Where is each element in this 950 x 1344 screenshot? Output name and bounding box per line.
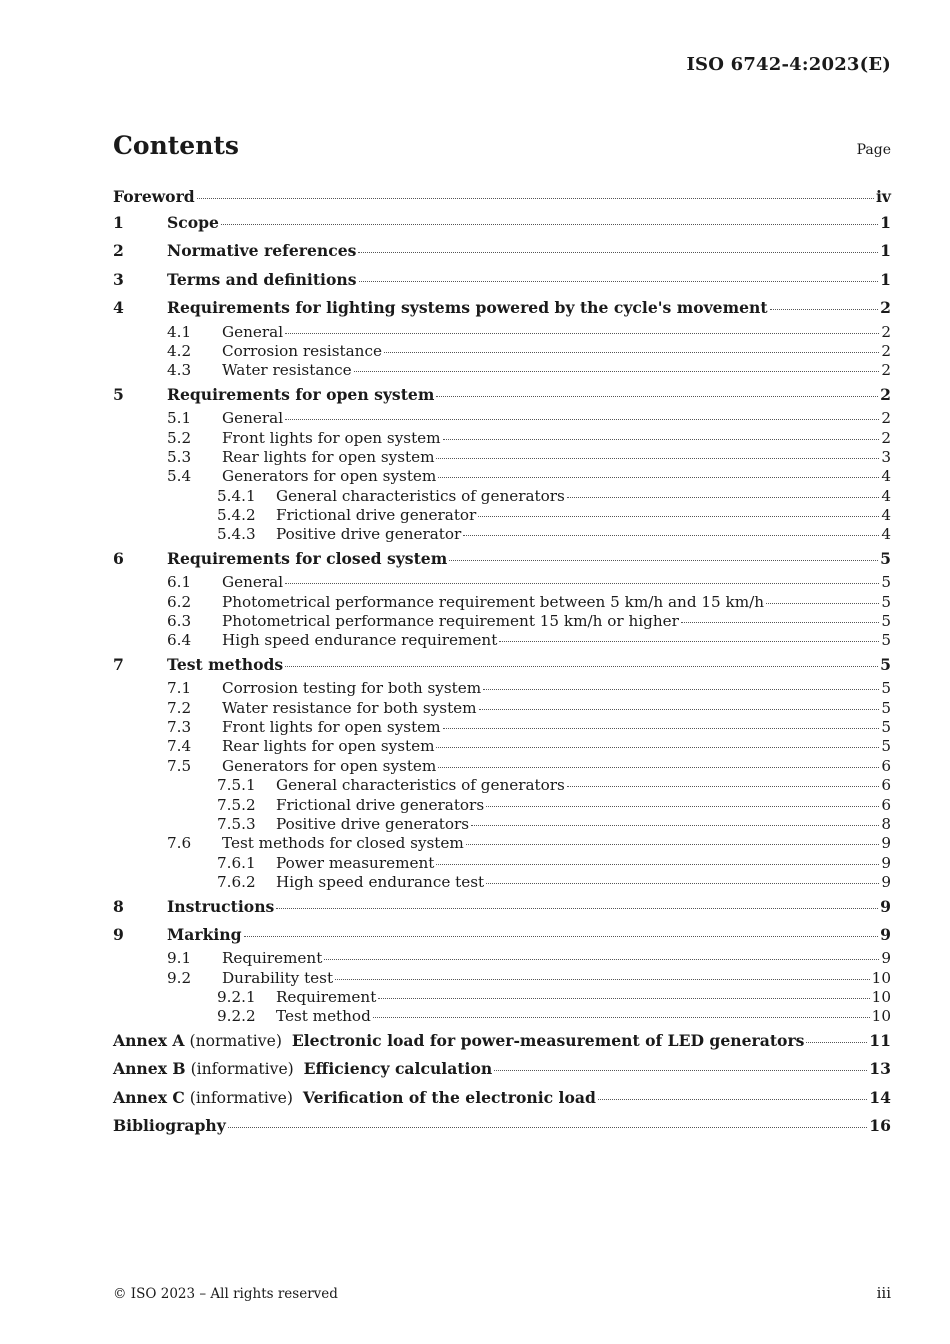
toc-entry-title: Photometrical performance requirement 15 km/h or higher (222, 612, 679, 631)
toc-entry-number: 6.2 (167, 592, 192, 611)
dot-leader (494, 1069, 867, 1071)
toc-entry-title: Positive drive generators (276, 814, 470, 833)
toc-entry[interactable] (113, 237, 891, 265)
toc-entry-page: 5 (881, 698, 891, 717)
toc-entry-page: 13 (869, 1059, 891, 1079)
toc-entry[interactable] (113, 209, 891, 237)
dot-leader (285, 582, 879, 584)
contents-title: Contents (113, 131, 240, 160)
toc-entry-title: General characteristics of generators (276, 486, 565, 505)
toc-entry-title: Front lights for open system (222, 428, 441, 447)
table-of-contents (113, 184, 891, 1140)
toc-entry-page: 5 (880, 654, 891, 674)
dot-leader (436, 863, 879, 865)
dot-leader (443, 438, 880, 440)
toc-entry-title: General (222, 409, 284, 428)
toc-entry[interactable] (113, 776, 891, 795)
toc-entry[interactable] (113, 1112, 891, 1140)
toc-entry[interactable] (113, 679, 891, 698)
toc-entry[interactable] (113, 1084, 891, 1112)
toc-entry[interactable] (113, 448, 891, 467)
toc-entry-page: 5 (881, 717, 891, 736)
page-number: iii (876, 1284, 891, 1302)
toc-entry-page: 2 (881, 428, 891, 447)
dot-leader (354, 370, 880, 372)
toc-entry[interactable] (113, 651, 891, 679)
toc-entry-page: 5 (881, 612, 891, 631)
toc-entry-page: 1 (880, 213, 891, 232)
toc-entry-number: 7.6.1 (217, 853, 256, 872)
toc-entry-title: Requirement (276, 988, 377, 1007)
toc-entry-title: General characteristics of generators (276, 776, 565, 795)
toc-entry-title: Rear lights for open system (222, 447, 435, 466)
toc-entry[interactable] (113, 893, 891, 921)
dot-leader (449, 559, 878, 561)
dot-leader (335, 978, 870, 980)
annex-title: Efficiency calculation (303, 1059, 493, 1079)
dot-leader (567, 785, 879, 787)
dot-leader (438, 766, 879, 768)
toc-entry-title: Normative references (167, 241, 357, 261)
toc-entry-number: 2 (113, 241, 124, 261)
toc-entry-title: High speed endurance requirement (222, 631, 498, 650)
toc-entry-title: Scope (167, 213, 219, 232)
toc-entry[interactable] (113, 593, 891, 612)
toc-entry-number: 5.4.2 (217, 506, 256, 525)
dot-leader (358, 251, 878, 253)
toc-entry-page: 1 (880, 241, 891, 261)
toc-entry-number: 7.5.2 (217, 795, 256, 814)
toc-entry[interactable] (113, 988, 891, 1007)
toc-entry-title: Rear lights for open system (222, 737, 435, 756)
annex-title: Verification of the electronic load (302, 1087, 596, 1107)
page-column-label: Page (856, 142, 891, 158)
toc-entry-number: 5.3 (167, 447, 192, 466)
toc-entry-number: 9.1 (167, 949, 192, 968)
toc-entry-title: High speed endurance test (276, 873, 485, 892)
toc-entry-number: 4.1 (167, 322, 192, 341)
dot-leader (285, 418, 879, 420)
toc-entry-page: 14 (869, 1087, 891, 1107)
toc-entry-title (113, 1084, 596, 1112)
dot-leader (285, 665, 878, 667)
toc-entry-page: 2 (881, 409, 891, 428)
dot-leader (436, 457, 879, 459)
toc-entry-page: 6 (881, 756, 891, 775)
toc-entry-page: 2 (881, 341, 891, 360)
toc-entry[interactable] (113, 381, 891, 409)
toc-entry-number: 5.4.3 (217, 525, 256, 544)
toc-entry-page: 11 (869, 1030, 891, 1050)
toc-entry-title: Terms and definitions (167, 269, 357, 289)
dot-leader (486, 882, 879, 884)
toc-entry-title: General (222, 573, 284, 592)
toc-entry-title: Corrosion resistance (222, 341, 382, 360)
toc-entry-title: Photometrical performance requirement between 5 km/h and 15 km/h (222, 592, 765, 611)
toc-entry-page: 4 (881, 506, 891, 525)
toc-entry[interactable] (113, 1007, 891, 1026)
toc-entry[interactable] (113, 342, 891, 361)
toc-entry-number: 3 (113, 269, 124, 289)
dot-leader (466, 843, 880, 845)
toc-entry[interactable] (113, 506, 891, 525)
toc-entry-number: 5 (113, 384, 124, 404)
toc-entry-title: Frictional drive generator (276, 506, 477, 525)
dot-leader (197, 197, 874, 199)
toc-entry-number: 7.5 (167, 756, 192, 775)
dot-leader (486, 805, 879, 807)
toc-entry-page: 2 (880, 384, 891, 404)
toc-entry[interactable] (113, 487, 891, 506)
toc-entry-page: 8 (881, 814, 891, 833)
toc-entry-number: 7.6.2 (217, 873, 256, 892)
toc-entry-title: Foreword (113, 187, 195, 206)
toc-entry[interactable] (113, 612, 891, 631)
toc-entry-page: 5 (881, 737, 891, 756)
dot-leader (221, 223, 878, 225)
dot-leader (378, 997, 869, 999)
dot-leader (766, 602, 879, 604)
toc-entry[interactable] (113, 429, 891, 448)
toc-entry[interactable] (113, 834, 891, 853)
toc-entry[interactable] (113, 796, 891, 815)
dot-leader (384, 351, 879, 353)
toc-entry-number: 6 (113, 548, 124, 568)
copyright-footer: © ISO 2023 – All rights reserved (113, 1286, 338, 1302)
toc-entry-number: 7.1 (167, 679, 192, 698)
toc-entry-number: 5.1 (167, 409, 192, 428)
toc-entry-page: 1 (880, 269, 891, 289)
dot-leader (770, 308, 879, 310)
dot-leader (228, 1126, 868, 1128)
dot-leader (463, 534, 879, 536)
toc-entry[interactable] (113, 737, 891, 756)
toc-entry[interactable] (113, 266, 891, 294)
toc-entry[interactable] (113, 409, 891, 428)
toc-entry-page: 10 (871, 968, 891, 987)
toc-entry-page: 2 (881, 361, 891, 380)
toc-entry-title (113, 1027, 804, 1055)
toc-entry-page: 6 (881, 795, 891, 814)
toc-entry-page: 10 (871, 1007, 891, 1026)
toc-entry-page: 9 (881, 949, 891, 968)
dot-leader (499, 640, 879, 642)
toc-entry-title: Frictional drive generators (276, 795, 485, 814)
toc-entry-page: iv (876, 187, 891, 206)
toc-entry[interactable] (113, 1055, 891, 1083)
toc-entry-title: Durability test (222, 968, 334, 987)
toc-entry-page: 4 (881, 525, 891, 544)
dot-leader (359, 280, 879, 282)
toc-entry-title: Power measurement (276, 853, 435, 872)
annex-label: Annex B (113, 1059, 186, 1079)
dot-leader (244, 935, 879, 937)
dot-leader (373, 1016, 870, 1018)
toc-entry-page: 2 (881, 322, 891, 341)
dot-leader (479, 708, 880, 710)
toc-entry-number: 4.2 (167, 341, 192, 360)
toc-entry-number: 1 (113, 213, 124, 232)
dot-leader (438, 476, 879, 478)
toc-entry-title: Instructions (167, 896, 275, 916)
dot-leader (598, 1098, 867, 1100)
toc-entry[interactable] (113, 718, 891, 737)
dot-leader (436, 746, 879, 748)
dot-leader (567, 496, 879, 498)
toc-entry[interactable] (113, 969, 891, 988)
toc-entry[interactable] (113, 949, 891, 968)
toc-entry-page: 3 (881, 447, 891, 466)
annex-label: Annex C (113, 1087, 185, 1107)
toc-entry-title: Water resistance (222, 361, 352, 380)
toc-entry[interactable] (113, 467, 891, 486)
toc-entry[interactable] (113, 631, 891, 650)
toc-entry-number: 8 (113, 896, 124, 916)
toc-entry[interactable] (113, 294, 891, 322)
toc-entry[interactable] (113, 361, 891, 380)
toc-entry-number: 7.4 (167, 737, 192, 756)
toc-entry-number: 5.4 (167, 467, 192, 486)
toc-entry-title: General (222, 322, 284, 341)
toc-entry-title: Corrosion testing for both system (222, 679, 482, 698)
document-id-header: ISO 6742-4:2023(E) (686, 54, 891, 75)
annex-title: Electronic load for power-measurement of LED generators (291, 1030, 805, 1050)
dot-leader (806, 1041, 867, 1043)
dot-leader (471, 824, 879, 826)
toc-entry-page: 9 (880, 896, 891, 916)
toc-entry[interactable] (113, 184, 891, 209)
toc-entry-number: 9.2.2 (217, 1007, 256, 1026)
toc-entry-page: 4 (881, 467, 891, 486)
toc-entry-page: 4 (881, 486, 891, 505)
toc-entry-title: Requirements for open system (167, 384, 435, 404)
dot-leader (276, 907, 878, 909)
toc-entry-number: 6.3 (167, 612, 192, 631)
dot-leader (443, 727, 880, 729)
toc-entry-number: 7.5.3 (217, 814, 256, 833)
toc-entry-title: Generators for open system (222, 467, 437, 486)
toc-entry-number: 9.2 (167, 968, 192, 987)
toc-entry-title: Requirements for lighting systems powered by the cycle's movement (167, 298, 768, 318)
dot-leader (478, 515, 879, 517)
toc-entry-number: 7.2 (167, 698, 192, 717)
toc-entry-title: Test methods (167, 654, 284, 674)
toc-entry-number: 6.4 (167, 631, 192, 650)
toc-entry-number: 7.6 (167, 834, 192, 853)
toc-entry-number: 9.2.1 (217, 988, 256, 1007)
toc-entry-title: Positive drive generator (276, 525, 462, 544)
toc-entry-page: 5 (880, 548, 891, 568)
toc-entry[interactable] (113, 815, 891, 834)
toc-entry[interactable] (113, 1027, 891, 1055)
toc-entry[interactable] (113, 573, 891, 592)
toc-entry-title: Requirements for closed system (167, 548, 448, 568)
toc-entry-title: Marking (167, 924, 242, 944)
toc-entry-page: 2 (880, 298, 891, 318)
toc-entry-page: 5 (881, 631, 891, 650)
toc-entry-number: 5.4.1 (217, 486, 256, 505)
toc-entry-page: 5 (881, 679, 891, 698)
dot-leader (324, 958, 879, 960)
dot-leader (436, 395, 878, 397)
toc-entry-page: 5 (881, 573, 891, 592)
toc-entry-number: 4.3 (167, 361, 192, 380)
toc-entry-page: 5 (881, 592, 891, 611)
toc-entry-title: Generators for open system (222, 756, 437, 775)
toc-entry-title: Test methods for closed system (222, 834, 464, 853)
toc-entry[interactable] (113, 545, 891, 573)
toc-entry-page: 9 (881, 853, 891, 872)
toc-entry-number: 5.2 (167, 428, 192, 447)
toc-entry-number: 6.1 (167, 573, 192, 592)
toc-entry[interactable] (113, 921, 891, 949)
toc-entry-page: 10 (871, 988, 891, 1007)
toc-entry-number: 4 (113, 298, 124, 318)
toc-entry-number: 7.5.1 (217, 776, 256, 795)
toc-entry[interactable] (113, 525, 891, 544)
toc-entry-page: 16 (869, 1116, 891, 1136)
toc-entry-page: 6 (881, 776, 891, 795)
toc-entry-title: Test method (276, 1007, 371, 1026)
toc-entry-number: 7 (113, 654, 124, 674)
toc-entry-page: 9 (880, 924, 891, 944)
toc-entry-title (113, 1055, 492, 1083)
toc-entry-page: 9 (881, 834, 891, 853)
annex-label: Annex A (113, 1030, 185, 1050)
toc-entry-number: 7.3 (167, 717, 192, 736)
toc-entry-page: 9 (881, 873, 891, 892)
toc-entry[interactable] (113, 757, 891, 776)
toc-entry[interactable] (113, 854, 891, 873)
annex-kind: (informative) (184, 1088, 303, 1107)
toc-entry[interactable] (113, 323, 891, 342)
annex-kind: (informative) (185, 1060, 304, 1079)
toc-entry-title: Water resistance for both system (222, 698, 477, 717)
toc-entry[interactable] (113, 699, 891, 718)
dot-leader (681, 621, 879, 623)
toc-entry[interactable] (113, 873, 891, 892)
dot-leader (483, 688, 879, 690)
toc-entry-title: Requirement (222, 949, 323, 968)
toc-entry-number: 9 (113, 924, 124, 944)
toc-entry-title: Bibliography (113, 1116, 226, 1136)
annex-kind: (normative) (184, 1031, 292, 1050)
dot-leader (285, 332, 879, 334)
toc-entry-title: Front lights for open system (222, 717, 441, 736)
